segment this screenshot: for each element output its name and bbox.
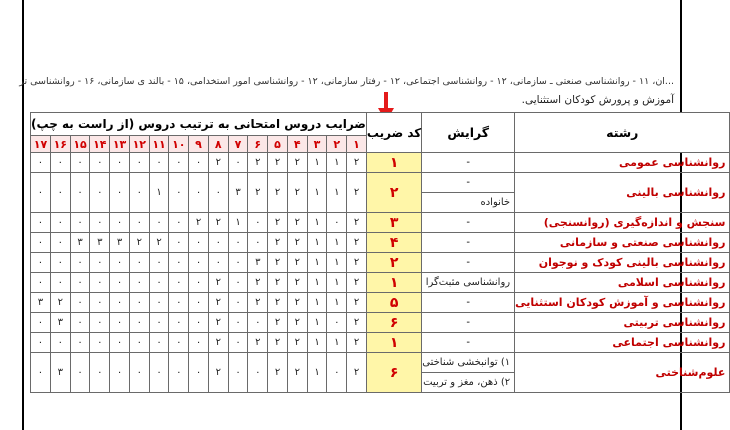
coefficient-cell: ۰ xyxy=(189,233,209,253)
coefficient-cell: ۰ xyxy=(90,153,110,173)
coefficient-cell: ۲ xyxy=(268,153,288,173)
coefficient-cell: ۰ xyxy=(50,253,70,273)
coefficient-cell: ۲ xyxy=(268,233,288,253)
course-number-10: ۱۰ xyxy=(169,136,189,153)
course-number-2: ۲ xyxy=(327,136,347,153)
coefficient-cell: ۳ xyxy=(90,233,110,253)
field-name: روانشناسی عمومی xyxy=(515,153,730,173)
coefficient-cell: ۰ xyxy=(169,313,189,333)
coefficient-cell: ۰ xyxy=(90,353,110,393)
coefficient-cell: ۰ xyxy=(189,273,209,293)
coefficient-cell: ۰ xyxy=(228,353,248,393)
coefficient-cell: ۱ xyxy=(149,173,169,213)
track-cell: روانشناسی مثبت‌گرا xyxy=(422,273,515,293)
track-cell: ۲) ذهن، مغز و تربیت xyxy=(422,373,515,393)
top-text-line2: آموزش و پرورش کودکان استثنایی. xyxy=(521,94,674,106)
track-header: گرایش xyxy=(422,113,515,153)
table-row xyxy=(31,153,730,173)
coefficient-cell: ۰ xyxy=(31,313,51,333)
coefficient-cell: ۰ xyxy=(110,313,130,333)
coefficient-cell: ۰ xyxy=(129,273,149,293)
course-number-9: ۹ xyxy=(189,136,209,153)
coefficient-cell: ۰ xyxy=(129,213,149,233)
course-number-14: ۱۴ xyxy=(90,136,110,153)
left-margin-bar xyxy=(0,0,24,430)
coefficient-cell: ۰ xyxy=(110,293,130,313)
track-cell: - xyxy=(422,213,515,233)
coefficient-cell: ۱ xyxy=(327,173,347,213)
coefficient-cell: ۰ xyxy=(90,213,110,233)
field-name: روانشناسی بالینی xyxy=(515,173,730,213)
coefficient-cell: ۰ xyxy=(327,313,347,333)
coefficient-cell: ۰ xyxy=(110,213,130,233)
coefficient-cell: ۲ xyxy=(347,273,367,293)
coefficient-cell: ۰ xyxy=(149,293,169,313)
coefficient-cell: ۱ xyxy=(307,333,327,353)
coefficient-cell: ۰ xyxy=(70,213,90,233)
coefficient-cell: ۲ xyxy=(248,293,268,313)
coefficient-cell: ۰ xyxy=(31,333,51,353)
coefficient-cell: ۲ xyxy=(248,273,268,293)
table-row xyxy=(31,313,730,333)
coefficient-cell: ۰ xyxy=(169,153,189,173)
coefficient-cell: ۰ xyxy=(110,153,130,173)
coefficient-code: ۲ xyxy=(366,253,421,273)
coefficient-cell: ۱ xyxy=(307,353,327,393)
track-cell: ۱) توانبخشی شناختی xyxy=(422,353,515,373)
coefficient-cell: ۲ xyxy=(347,313,367,333)
field-name: روانشناسی و آموزش کودکان استثنایی xyxy=(515,293,730,313)
coefficient-cell: ۲ xyxy=(208,293,228,313)
coefficient-cell: ۰ xyxy=(110,273,130,293)
coefficient-cell: ۲ xyxy=(129,233,149,253)
coefficient-cell: ۲ xyxy=(347,253,367,273)
coefficient-cell: ۲ xyxy=(287,233,307,253)
coefficient-cell: ۰ xyxy=(189,253,209,273)
coefficient-code: ۵ xyxy=(366,293,421,313)
coefficient-cell: ۰ xyxy=(90,173,110,213)
coefficient-cell: ۲ xyxy=(287,173,307,213)
coefficient-cell: ۲ xyxy=(347,293,367,313)
table-row xyxy=(31,293,730,313)
coefficient-cell: ۰ xyxy=(70,273,90,293)
course-number-16: ۱۶ xyxy=(50,136,70,153)
field-name: سنجش و اندازه‌گیری (روانسنجی) xyxy=(515,213,730,233)
coefficient-cell: ۲ xyxy=(347,353,367,393)
coefficient-cell: ۲ xyxy=(287,213,307,233)
field-name: علوم‌شناختی xyxy=(515,353,730,393)
course-number-4: ۴ xyxy=(287,136,307,153)
coefficient-cell: ۱ xyxy=(307,213,327,233)
coefficient-cell: ۰ xyxy=(149,253,169,273)
coefficient-cell: ۳ xyxy=(70,233,90,253)
coefficient-cell: ۲ xyxy=(268,293,288,313)
coefficient-cell: ۰ xyxy=(90,293,110,313)
coefficient-code: ۱ xyxy=(366,273,421,293)
coefficient-cell: ۱ xyxy=(307,293,327,313)
coefficient-cell: ۰ xyxy=(169,213,189,233)
coefficient-cell: ۰ xyxy=(149,333,169,353)
course-number-6: ۶ xyxy=(248,136,268,153)
coefficient-cell: ۱ xyxy=(327,293,347,313)
coefficient-cell: ۱ xyxy=(307,253,327,273)
field-name: روانشناسی صنعتی و سازمانی xyxy=(515,233,730,253)
coefficient-cell: ۰ xyxy=(149,273,169,293)
coefficient-cell: ۰ xyxy=(31,173,51,213)
coefficient-cell: ۳ xyxy=(50,353,70,393)
coefficient-cell: ۰ xyxy=(70,153,90,173)
coefficient-cell: ۰ xyxy=(169,293,189,313)
coefficient-cell: ۰ xyxy=(90,273,110,293)
coefficient-cell: ۰ xyxy=(31,213,51,233)
field-name: روانشناسی بالینی کودک و نوجوان xyxy=(515,253,730,273)
coefficient-cell: ۰ xyxy=(189,313,209,333)
coefficient-cell: ۱ xyxy=(307,173,327,213)
coefficient-cell: ۰ xyxy=(149,213,169,233)
coefficient-cell: ۲ xyxy=(287,293,307,313)
coefficient-cell: ۰ xyxy=(110,353,130,393)
coefficient-cell: ۲ xyxy=(268,273,288,293)
coefficient-cell: ۰ xyxy=(50,173,70,213)
coefficient-cell: ۲ xyxy=(347,333,367,353)
field-name: روانشناسی اسلامی xyxy=(515,273,730,293)
track-cell: - xyxy=(422,253,515,273)
course-number-12: ۱۲ xyxy=(129,136,149,153)
coefficient-cell: ۰ xyxy=(248,353,268,393)
coefficient-cell: ۰ xyxy=(228,333,248,353)
field-name: روانشناسی اجتماعی xyxy=(515,333,730,353)
coefficient-cell: ۲ xyxy=(208,353,228,393)
coefficient-cell: ۰ xyxy=(129,293,149,313)
coefficient-cell: ۰ xyxy=(31,153,51,173)
coefficient-cell: ۲ xyxy=(248,173,268,213)
track-cell: خانواده xyxy=(422,193,515,213)
coefficient-cell: ۲ xyxy=(287,273,307,293)
coefficient-cell: ۰ xyxy=(228,313,248,333)
coefficient-cell: ۰ xyxy=(228,273,248,293)
coefficient-cell: ۲ xyxy=(208,333,228,353)
coefficients-title: ضرایب دروس امتحانی به ترتیب دروس (از راست به چپ) xyxy=(31,113,367,136)
coefficient-cell: ۲ xyxy=(347,173,367,213)
coefficient-cell: ۲ xyxy=(347,153,367,173)
coefficient-cell: ۲ xyxy=(268,333,288,353)
coefficient-cell: ۰ xyxy=(110,333,130,353)
table-row xyxy=(31,353,730,373)
track-cell: - xyxy=(422,153,515,173)
course-number-1: ۱ xyxy=(347,136,367,153)
coefficient-cell: ۲ xyxy=(208,153,228,173)
coefficient-cell: ۲ xyxy=(208,213,228,233)
coefficient-cell: ۰ xyxy=(70,253,90,273)
track-cell: - xyxy=(422,293,515,313)
coefficient-cell: ۰ xyxy=(31,273,51,293)
coefficient-cell: ۰ xyxy=(50,273,70,293)
table-row xyxy=(31,213,730,233)
coefficient-cell: ۰ xyxy=(327,213,347,233)
coefficient-cell: ۲ xyxy=(208,273,228,293)
coefficient-cell: ۰ xyxy=(50,213,70,233)
coefficient-cell: ۰ xyxy=(129,313,149,333)
coefficient-cell: ۲ xyxy=(287,353,307,393)
coefficient-code: ۱ xyxy=(366,153,421,173)
coefficient-cell: ۰ xyxy=(129,173,149,213)
coefficient-cell: ۰ xyxy=(149,153,169,173)
coefficient-cell: ۲ xyxy=(268,253,288,273)
coefficient-cell: ۰ xyxy=(70,313,90,333)
coefficient-cell: ۰ xyxy=(208,253,228,273)
coefficient-cell: ۲ xyxy=(50,293,70,313)
table-row xyxy=(31,253,730,273)
coefficient-cell: ۰ xyxy=(189,153,209,173)
coefficient-cell: ۲ xyxy=(287,253,307,273)
coefficient-cell: ۲ xyxy=(287,153,307,173)
course-number-7: ۷ xyxy=(228,136,248,153)
coefficient-cell: ۲ xyxy=(149,233,169,253)
document-area xyxy=(19,70,726,410)
course-number-15: ۱۵ xyxy=(70,136,90,153)
coefficient-cell: ۰ xyxy=(149,353,169,393)
coefficient-cell: ۱ xyxy=(307,153,327,173)
coefficient-cell: ۰ xyxy=(169,273,189,293)
course-number-13: ۱۳ xyxy=(110,136,130,153)
coefficient-cell: ۰ xyxy=(189,353,209,393)
table-row xyxy=(31,333,730,353)
coefficient-cell: ۰ xyxy=(31,253,51,273)
coefficient-cell: ۲ xyxy=(248,333,268,353)
coefficient-cell: ۲ xyxy=(248,153,268,173)
coefficient-cell: ۳ xyxy=(248,253,268,273)
coefficient-cell: ۰ xyxy=(70,293,90,313)
coefficient-cell: ۰ xyxy=(90,313,110,333)
table-row xyxy=(31,173,730,193)
coefficient-cell: ۰ xyxy=(189,333,209,353)
coefficient-cell: ۰ xyxy=(208,173,228,213)
coefficient-cell: ۰ xyxy=(189,293,209,313)
coefficient-cell: ۱ xyxy=(228,213,248,233)
coefficient-cell: ۰ xyxy=(169,253,189,273)
coefficient-cell: ۱ xyxy=(307,233,327,253)
coefficient-cell: ۲ xyxy=(208,313,228,333)
coefficient-code: ۶ xyxy=(366,313,421,333)
coefficient-cell: ۰ xyxy=(110,173,130,213)
coefficient-cell: ۰ xyxy=(248,313,268,333)
coefficient-cell: ۰ xyxy=(248,213,268,233)
coefficient-cell: ۱ xyxy=(307,313,327,333)
coefficient-code: ۴ xyxy=(366,233,421,253)
coefficient-cell: ۲ xyxy=(268,353,288,393)
coefficient-cell: ۰ xyxy=(129,353,149,393)
coefficient-code: ۳ xyxy=(366,213,421,233)
coefficient-cell: ۰ xyxy=(327,353,347,393)
track-cell: - xyxy=(422,333,515,353)
coefficient-cell: ۰ xyxy=(90,253,110,273)
coefficient-cell: ۰ xyxy=(149,313,169,333)
coefficient-cell: ۲ xyxy=(287,313,307,333)
coefficient-cell: ۱ xyxy=(327,253,347,273)
coefficient-cell: ۱ xyxy=(307,273,327,293)
table-row xyxy=(31,273,730,293)
coefficient-cell: ۲ xyxy=(268,313,288,333)
coefficient-cell: ۳ xyxy=(110,233,130,253)
coefficient-cell: ۲ xyxy=(268,173,288,213)
coefficient-cell: ۰ xyxy=(169,233,189,253)
coefficient-cell: ۰ xyxy=(228,253,248,273)
field-header: رشته xyxy=(515,113,730,153)
coefficient-cell: ۰ xyxy=(50,233,70,253)
coefficient-cell: ۰ xyxy=(70,173,90,213)
coefficient-cell: ۲ xyxy=(268,213,288,233)
coefficient-code: ۶ xyxy=(366,353,421,393)
coefficient-cell: ۳ xyxy=(228,173,248,213)
coefficient-cell: ۰ xyxy=(228,233,248,253)
course-number-8: ۸ xyxy=(208,136,228,153)
coefficient-cell: ۱ xyxy=(327,153,347,173)
table-body xyxy=(31,153,730,393)
course-number-11: ۱۱ xyxy=(149,136,169,153)
coefficient-cell: ۰ xyxy=(31,233,51,253)
coefficients-table xyxy=(30,112,730,393)
code-header: کد ضریب xyxy=(366,113,421,153)
coefficient-cell: ۰ xyxy=(129,253,149,273)
coefficient-cell: ۰ xyxy=(70,353,90,393)
course-number-3: ۳ xyxy=(307,136,327,153)
coefficient-code: ۲ xyxy=(366,173,421,213)
coefficient-cell: ۰ xyxy=(228,153,248,173)
coefficient-cell: ۰ xyxy=(110,253,130,273)
coefficient-cell: ۰ xyxy=(50,153,70,173)
coefficient-cell: ۰ xyxy=(90,333,110,353)
coefficient-cell: ۰ xyxy=(169,333,189,353)
coefficient-cell: ۰ xyxy=(228,293,248,313)
coefficient-cell: ۲ xyxy=(347,233,367,253)
track-cell: - xyxy=(422,233,515,253)
top-text-line1: ...ان، ۱۱ - روانشناسی صنعتی ـ سازمانی، ۱۲ - روانشناسی اجتماعی، ۱۲ - رفتار سازمانی، ۱۲ - روانشناسی امور استخدامی، ۱۵ - بالند ی سازمانی، ۱۶ - روانشناسی تر xyxy=(19,76,674,87)
coefficient-cell: ۳ xyxy=(31,293,51,313)
track-cell: - xyxy=(422,313,515,333)
coefficient-code: ۱ xyxy=(366,333,421,353)
coefficient-cell: ۰ xyxy=(129,333,149,353)
coefficient-cell: ۰ xyxy=(70,333,90,353)
track-cell: - xyxy=(422,173,515,193)
course-number-17: ۱۷ xyxy=(31,136,51,153)
coefficient-cell: ۰ xyxy=(129,153,149,173)
coefficient-cell: ۰ xyxy=(31,353,51,393)
coefficient-cell: ۰ xyxy=(50,333,70,353)
coefficient-cell: ۱ xyxy=(327,233,347,253)
coefficient-cell: ۰ xyxy=(248,233,268,253)
coefficient-cell: ۲ xyxy=(287,333,307,353)
course-number-5: ۵ xyxy=(268,136,288,153)
coefficient-cell: ۱ xyxy=(327,273,347,293)
coefficient-cell: ۰ xyxy=(189,173,209,213)
coefficient-cell: ۰ xyxy=(169,173,189,213)
coefficient-cell: ۱ xyxy=(327,333,347,353)
coefficient-cell: ۰ xyxy=(169,353,189,393)
coefficient-cell: ۳ xyxy=(50,313,70,333)
coefficient-cell: ۰ xyxy=(208,233,228,253)
coefficient-cell: ۲ xyxy=(189,213,209,233)
field-name: روانشناسی تربیتی xyxy=(515,313,730,333)
coefficient-cell: ۲ xyxy=(347,213,367,233)
table-row xyxy=(31,233,730,253)
